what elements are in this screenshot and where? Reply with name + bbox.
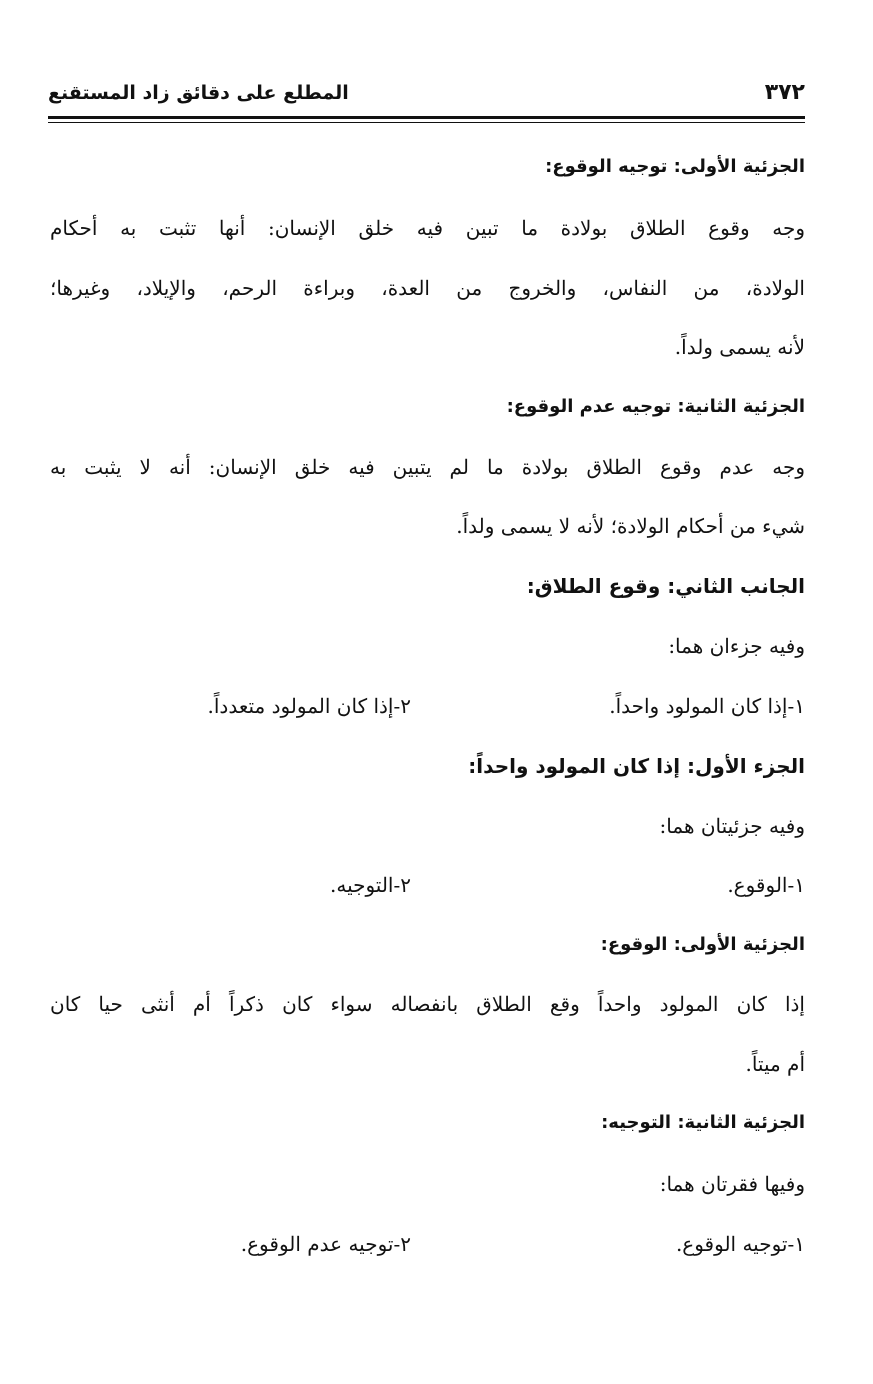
page-header [48, 82, 805, 112]
paragraph-line: أم ميتاً. [745, 1052, 805, 1076]
list-item: ١-الوقوع. [727, 873, 805, 897]
subheading-second-part-rationale: الجزئية الثانية: التوجيه: [601, 1112, 805, 1133]
paragraph-line: وفيه جزئيتان هما: [659, 814, 805, 838]
list-item: ١-توجيه الوقوع. [675, 1232, 805, 1256]
paragraph-line: لأنه يسمى ولداً. [674, 335, 805, 359]
header-rule-thick [48, 116, 805, 119]
subheading-second-part-non-occurrence-rationale: الجزئية الثانية: توجيه عدم الوقوع: [506, 396, 805, 417]
list-item: ٢-توجيه عدم الوقوع. [240, 1232, 411, 1256]
section-heading-first-part: الجزء الأول: إذا كان المولود واحداً: [468, 754, 805, 778]
paragraph-line: وجه وقوع الطلاق بولادة ما تبين فيه خلق الإنسان: أنها تثبت به أحكام [50, 216, 805, 240]
paragraph-line: وفيه جزءان هما: [668, 634, 805, 658]
section-heading-second-aspect: الجانب الثاني: وقوع الطلاق: [526, 574, 805, 598]
subheading-first-part-occurrence-rationale: الجزئية الأولى: توجيه الوقوع: [545, 156, 805, 177]
paragraph-line: وجه عدم وقوع الطلاق بولادة ما لم يتبين فيه خلق الإنسان: أنه لا يثبت به [50, 455, 805, 479]
list-item: ٢-إذا كان المولود متعدداً. [207, 694, 411, 718]
list-item: ١-إذا كان المولود واحداً. [609, 694, 805, 718]
paragraph-line: شيء من أحكام الولادة؛ لأنه لا يسمى ولداً. [456, 514, 805, 538]
paragraph-line: الولادة، من النفاس، والخروج من العدة، وبراءة الرحم، والإيلاد، وغيرها؛ [50, 276, 805, 300]
book-title: المطلع على دقائق زاد المستقنع [48, 82, 349, 104]
list-item: ٢-التوجيه. [329, 873, 411, 897]
paragraph-line: وفيها فقرتان هما: [659, 1172, 805, 1196]
paragraph-line: إذا كان المولود واحداً وقع الطلاق بانفصاله سواء كان ذكراً أم أنثى حيا كان [50, 992, 805, 1016]
page-number: ٣٧٢ [764, 80, 805, 105]
header-rule-thin [48, 122, 805, 123]
subheading-first-part-occurrence: الجزئية الأولى: الوقوع: [600, 934, 805, 955]
